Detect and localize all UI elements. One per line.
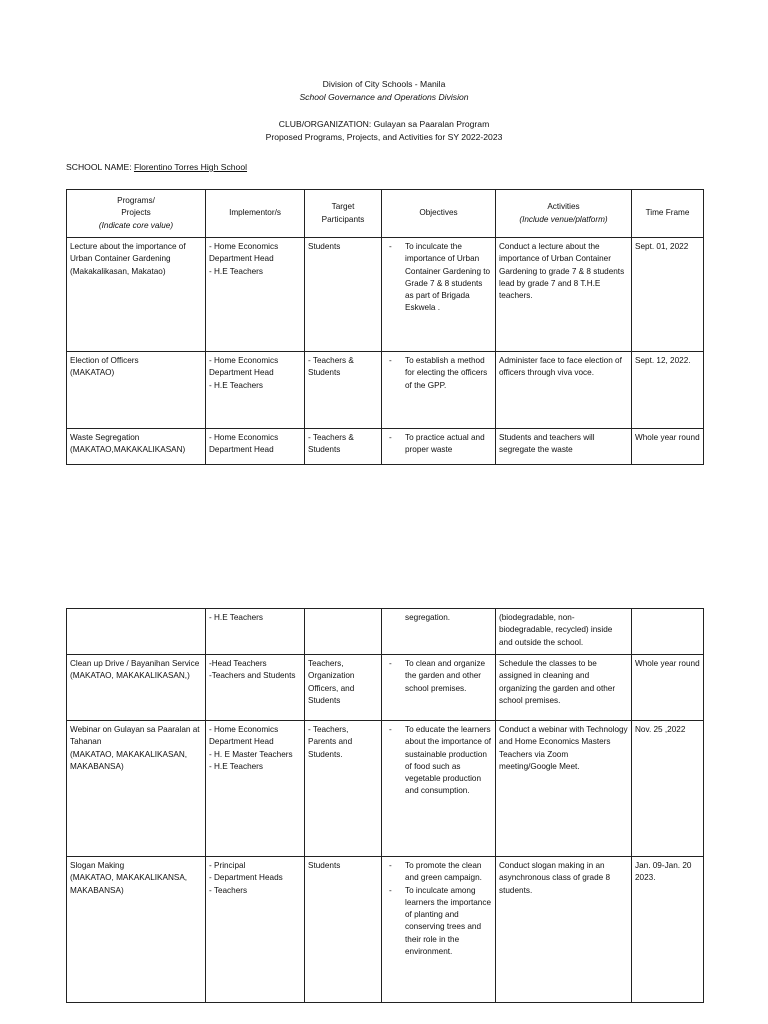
cell-objectives	[382, 352, 496, 429]
objective-item: - To inculcate the importance of Urban Container Gardening to Grade 7 & 8 students as part of Brigada Eskwela .	[385, 241, 492, 315]
document-title: Proposed Programs, Projects, and Activities for SY 2022-2023	[265, 132, 503, 142]
implementor-text: -Head Teachers	[209, 659, 267, 668]
target-text: Students	[308, 861, 341, 870]
program-text: Election of Officers	[70, 356, 139, 365]
col-header-programs: Programs/ Projects (Indicate core value)	[67, 190, 206, 238]
cell-timeframe	[632, 609, 704, 655]
school-name-line	[66, 162, 247, 172]
cell-implementor	[206, 238, 305, 352]
cell-program	[67, 721, 206, 857]
cell-program	[67, 857, 206, 1003]
cell-implementor	[206, 857, 305, 1003]
cell-program	[67, 238, 206, 352]
cell-timeframe: Nov. 25 ,2022	[632, 721, 704, 857]
cell-target	[305, 238, 382, 352]
program-text: Webinar on Gulayan sa Paaralan at Tahanan	[70, 725, 200, 747]
program-text: Lecture about the importance of Urban Container Gardening (Makakalikasan, Makatao)	[70, 242, 186, 276]
cell-target	[305, 721, 382, 857]
objective-item: - To clean and organize the garden and other school premises.	[385, 658, 492, 695]
target-text: Students	[308, 242, 341, 251]
program-text: Clean up Drive / Bayanihan Service	[70, 659, 200, 668]
cell-objectives	[382, 655, 496, 721]
implementor-text: - H.E Teachers	[209, 613, 263, 622]
implementor-text: - Principal	[209, 861, 246, 870]
col-header-implementor: Implementor/s	[206, 190, 305, 238]
cell-activities: Administer face to face election of officers through viva voce.	[496, 352, 632, 429]
cell-activities: Students and teachers will segregate the waste	[496, 429, 632, 465]
program-text: (MAKATAO, MAKAKALIKASAN,)	[70, 671, 190, 681]
target-text: - Teachers & Students	[308, 356, 354, 378]
implementor-text: - Teachers	[209, 885, 248, 895]
document-header	[0, 78, 768, 144]
objectives-list	[385, 860, 492, 958]
implementor-text: - H.E Teachers	[209, 761, 263, 771]
implementor-text: - H.E Teachers	[209, 380, 263, 390]
cell-objectives	[382, 609, 496, 655]
school-name-value: Florentino Torres High School	[133, 162, 248, 172]
table-row	[67, 857, 704, 1003]
cell-target	[305, 352, 382, 429]
cell-timeframe: Whole year round	[632, 429, 704, 465]
cell-timeframe: Sept. 01, 2022	[632, 238, 704, 352]
cell-timeframe: Whole year round	[632, 655, 704, 721]
ppa-table-page-1	[66, 189, 704, 465]
cell-target	[305, 655, 382, 721]
implementor-text: - Home Economics Department Head	[209, 356, 279, 378]
office-subtitle: School Governance and Operations Division	[299, 92, 469, 102]
target-text: - Teachers, Parents and Students.	[308, 725, 353, 759]
school-name-label: SCHOOL NAME:	[66, 162, 134, 172]
cell-objectives	[382, 429, 496, 465]
cell-program	[67, 352, 206, 429]
program-text: (MAKATAO, MAKAKALIKANSA, MAKABANSA)	[70, 873, 188, 895]
implementor-text: - Department Heads	[209, 873, 283, 883]
implementor-text: - H.E Teachers	[209, 266, 263, 276]
implementor-text: - Home Economics Department Head	[209, 242, 279, 264]
cell-implementor	[206, 352, 305, 429]
cell-activities: (biodegradable, non-biodegradable, recycled) inside and outside the school.	[496, 609, 632, 655]
cell-activities: Conduct slogan making in an asynchronous class of grade 8 students.	[496, 857, 632, 1003]
division-title: Division of City Schools - Manila	[322, 79, 446, 89]
table-row	[67, 655, 704, 721]
cell-implementor	[206, 655, 305, 721]
cell-activities: Conduct a webinar with Technology and Home Economics Masters Teachers via Zoom meeting/Google Meet.	[496, 721, 632, 857]
implementor-text: - Home Economics Department Head	[209, 725, 279, 747]
program-text: (MAKATAO,MAKAKALIKASAN)	[70, 445, 186, 455]
cell-objectives	[382, 238, 496, 352]
table-row	[67, 609, 704, 655]
cell-timeframe: Jan. 09-Jan. 20 2023.	[632, 857, 704, 1003]
table-row	[67, 429, 704, 465]
cell-implementor	[206, 721, 305, 857]
cell-implementor	[206, 609, 305, 655]
objective-item: - To practice actual and proper waste	[385, 432, 492, 457]
objectives-list	[385, 658, 492, 695]
objectives-list	[385, 241, 492, 315]
program-text: Slogan Making	[70, 861, 125, 870]
cell-target	[305, 429, 382, 465]
target-text: Teachers, Organization Officers, and Students	[308, 659, 355, 705]
table-row	[67, 352, 704, 429]
program-text: (MAKATAO, MAKAKALIKASAN, MAKABANSA)	[70, 749, 188, 771]
cell-objectives	[382, 721, 496, 857]
implementor-text: - Home Economics Department Head	[209, 433, 279, 455]
cell-implementor	[206, 429, 305, 465]
cell-activities: Schedule the classes to be assigned in cleaning and organizing the garden and other school premises.	[496, 655, 632, 721]
program-text: Waste Segregation	[70, 433, 140, 442]
objective-text: segregation.	[405, 613, 451, 622]
objective-item: - To promote the clean and green campaign.	[385, 860, 492, 885]
objective-item: - To educate the learners about the importance of sustainable production of food such as vegetable production and consumption.	[385, 724, 492, 798]
table-row	[67, 721, 704, 857]
table-header-row	[67, 190, 704, 238]
objectives-list	[385, 355, 492, 392]
objectives-list	[385, 724, 492, 798]
cell-target	[305, 609, 382, 655]
table-row	[67, 238, 704, 352]
cell-objectives	[382, 857, 496, 1003]
cell-activities: Conduct a lecture about the importance of Urban Container Gardening to grade 7 & 8 students lead by grade 7 and 8 T.H.E teachers.	[496, 238, 632, 352]
cell-program	[67, 429, 206, 465]
objective-item: - To inculcate among learners the importance of planting and conserving trees and their role in the environment.	[385, 885, 492, 959]
cell-target	[305, 857, 382, 1003]
objective-item: - To establish a method for electing the officers of the GPP.	[385, 355, 492, 392]
col-header-activities: Activities (Include venue/platform)	[496, 190, 632, 238]
implementor-text: - H. E Master Teachers	[209, 749, 293, 759]
club-title: CLUB/ORGANIZATION: Gulayan sa Paaralan Program	[278, 119, 490, 129]
ppa-table-page-2	[66, 608, 704, 1003]
program-text: (MAKATAO)	[70, 368, 115, 378]
col-header-target: Target Participants	[305, 190, 382, 238]
objectives-list	[385, 432, 492, 457]
cell-program	[67, 655, 206, 721]
cell-timeframe: Sept. 12, 2022.	[632, 352, 704, 429]
implementor-text: -Teachers and Students	[209, 671, 296, 681]
target-text: - Teachers & Students	[308, 433, 354, 455]
col-header-timeframe: Time Frame	[632, 190, 704, 238]
col-header-objectives: Objectives	[382, 190, 496, 238]
cell-program	[67, 609, 206, 655]
